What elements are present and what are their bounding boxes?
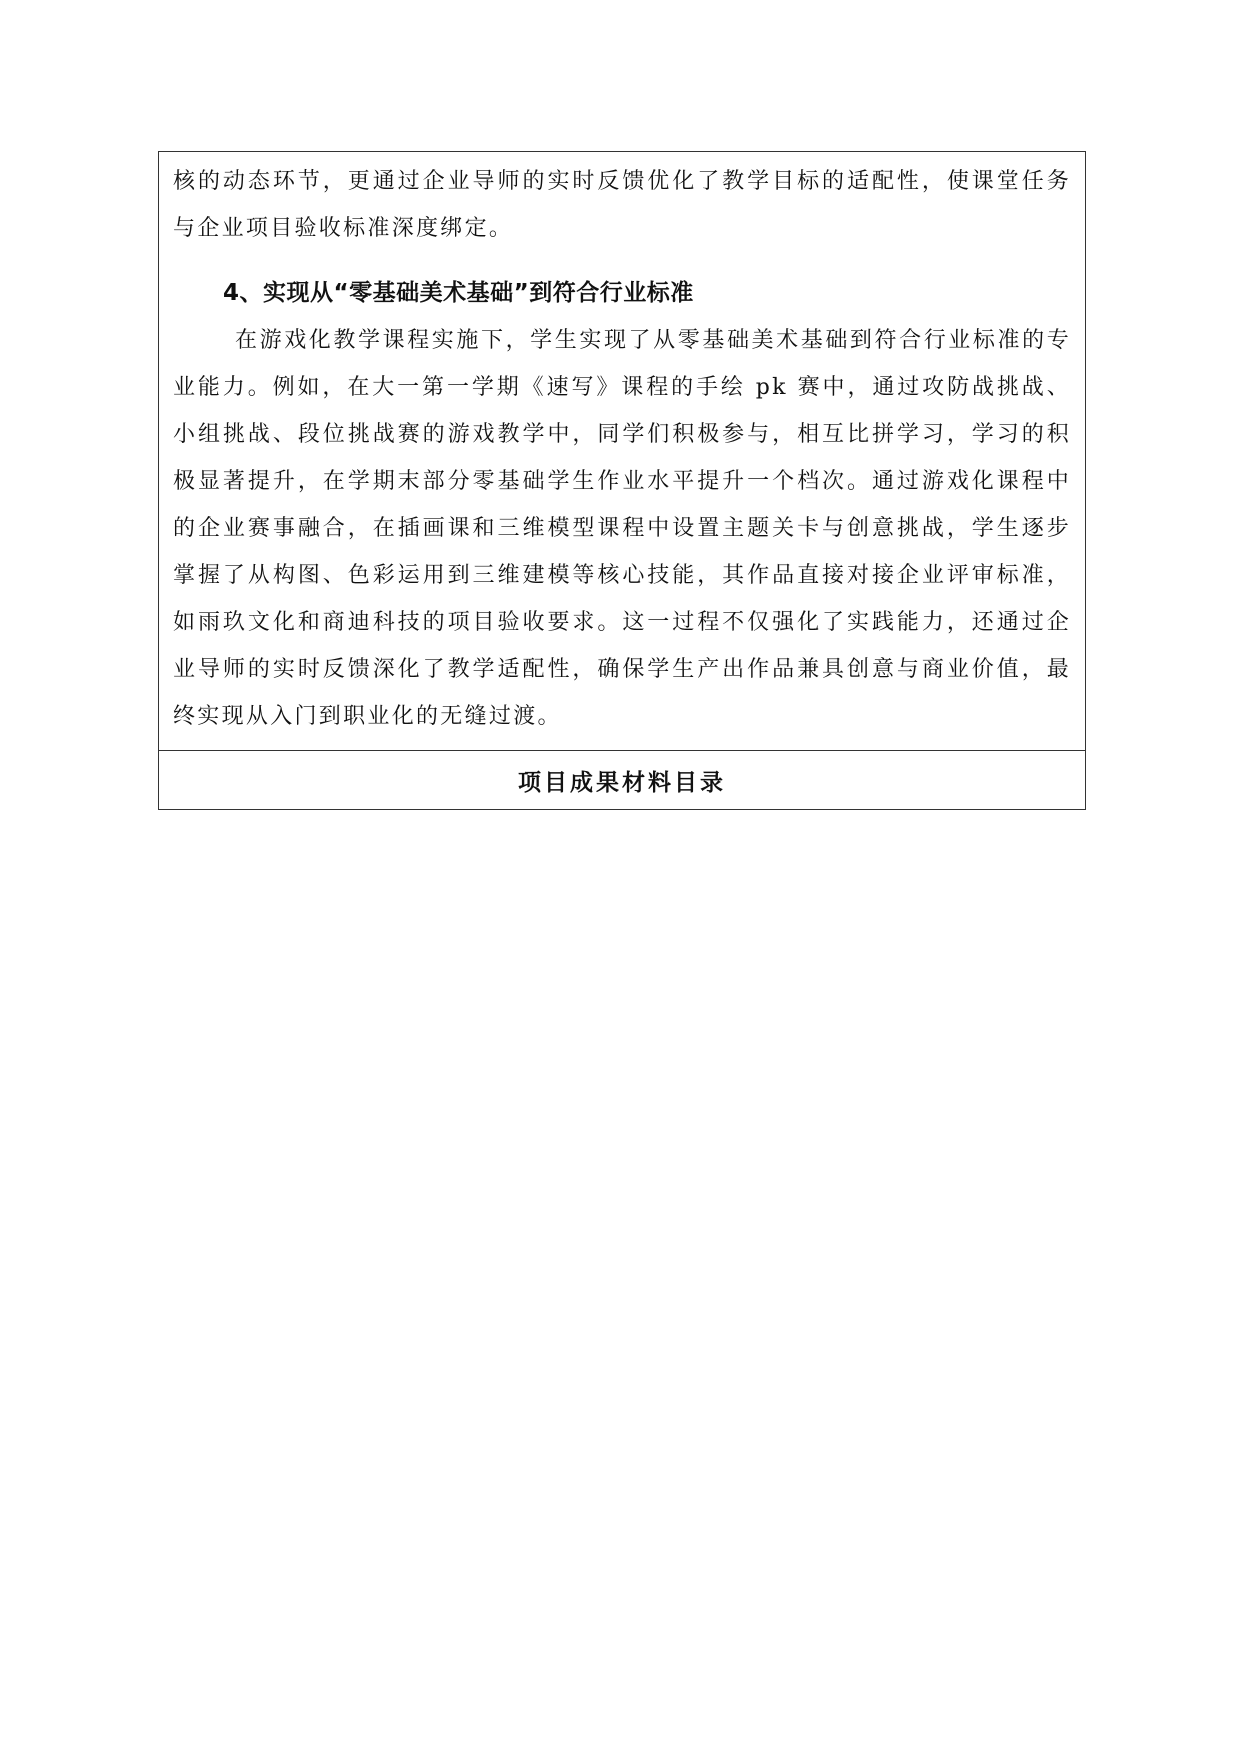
body-paragraph: 在游戏化教学课程实施下，学生实现了从零基础美术基础到符合行业标准的专业能力。例如，在大一第一学期《速写》课程的手绘 pk 赛中，通过攻防战挑战、小组挑战、段位挑战赛的游戏教学中，同学们积极参与，相互比拼学习，学习的积极显著提升，在学期末部分零基础学生作业水平提升一个档次。通过游戏化课程中的企业赛事融合，在插画课和三维模型课程中设置主题关卡与创意挑战，学生逐步掌握了从构图、色彩运用到三维建模等核心技能，其作品直接对接企业评审标准，如雨玖文化和商迪科技的项目验收要求。这一过程不仅强化了实践能力，还通过企业导师的实时反馈深化了教学适配性，确保学生产出作品兼具创意与商业价值，最终实现从入门到职业化的无缝过渡。 [173,328,1071,729]
lead-paragraph: 核的动态环节，更通过企业导师的实时反馈优化了教学目标的适配性，使课堂任务与企业项目验收标准深度绑定。 [173,169,1071,241]
section-heading: 4、实现从“零基础美术基础”到符合行业标准 [223,280,694,306]
table-footer-cell [159,751,1085,809]
content-table [158,151,1086,810]
table-footer-title: 项目成果材料目录 [518,769,726,796]
content-cell [159,152,1085,751]
